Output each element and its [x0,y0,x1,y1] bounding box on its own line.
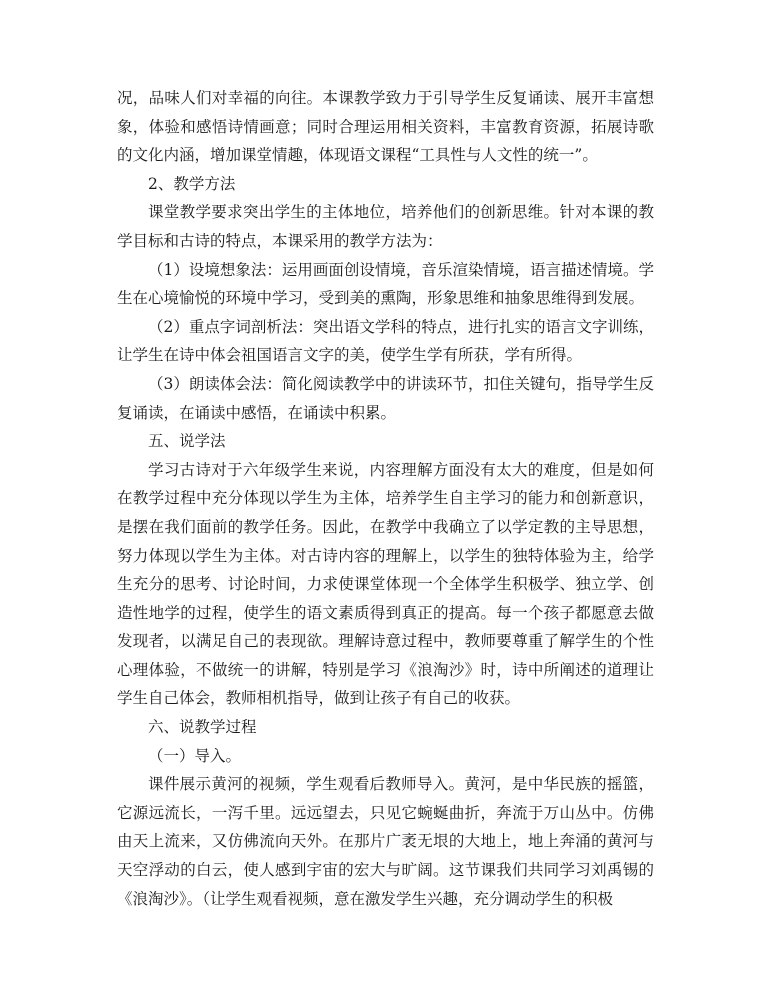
list-item-method-2: （2）重点字词剖析法：突出语文学科的特点，进行扎实的语言文字训练，让学生在诗中体会祖国语言文字的美，使学生学有所获，学有所得。 [117,317,654,365]
paragraph-introduction: 课件展示黄河的视频，学生观看后教师导入。黄河，是中华民族的摇篮，它源远流长，一泻千里。远远望去，只见它蜿蜒曲折，奔流于万山丛中。仿佛由天上流来，又仿佛流向天外。在那片广袤无垠的大地上，地上奔涌的黄河与天空浮动的白云，使人感到宇宙的宏大与旷阔。这节课我们共同学习刘禹锡的《浪淘沙》。（让学生观看视频，意在激发学生兴趣，充分调动学生的积极 [117,775,654,908]
document-body [117,84,654,913]
paragraph-learning-method: 学习古诗对于六年级学生来说，内容理解方面没有太大的难度，但是如何在教学过程中充分体现以学生为主体，培养学生自主学习的能力和创新意识，是摆在我们面前的教学任务。因此，在教学中我确立了以学定教的主导思想，努力体现以学生为主体。对古诗内容的理解上，以学生的独特体验为主，给学生充分的思考、讨论时间，力求使课堂体现一个全体学生积极学、独立学、创造性地学的过程，使学生的语文素质得到真正的提高。每一个孩子都愿意去做发现者，以满足自己的表现欲。理解诗意过程中，教师要尊重了解学生的个性心理体验，不做统一的讲解，特别是学习《浪淘沙》时，诗中所阐述的道理让学生自己体会，教师相机指导，做到让孩子有自己的收获。 [117,460,654,708]
list-item-method-1: （1）设境想象法：运用画面创设情境，音乐渲染情境，语言描述情境。学生在心境愉悦的环境中学习，受到美的熏陶，形象思维和抽象思维得到发展。 [117,260,654,308]
section-heading-teaching-method: 2、教学方法 [148,174,236,193]
section-heading-teaching-process: 六、说教学过程 [148,718,257,737]
section-heading-learning-method: 五、说学法 [148,432,226,451]
subsection-heading-introduction: （一）导入。 [148,746,242,765]
paragraph-method-intro: 课堂教学要求突出学生的主体地位，培养他们的创新思维。针对本课的教学目标和古诗的特点，本课采用的教学方法为： [117,203,654,250]
paragraph-continuation: 况，品味人们对幸福的向往。本课教学致力于引导学生反复诵读、展开丰富想象，体验和感悟诗情画意；同时合理运用相关资料，丰富教育资源，拓展诗歌的文化内涵，增加课堂情趣，体现语文课程“工具性与人文性的统一”。 [117,89,654,165]
list-item-method-3: （3）朗读体会法：简化阅读教学中的讲读环节，扣住关键句，指导学生反复诵读，在诵读中感悟，在诵读中积累。 [117,374,654,422]
